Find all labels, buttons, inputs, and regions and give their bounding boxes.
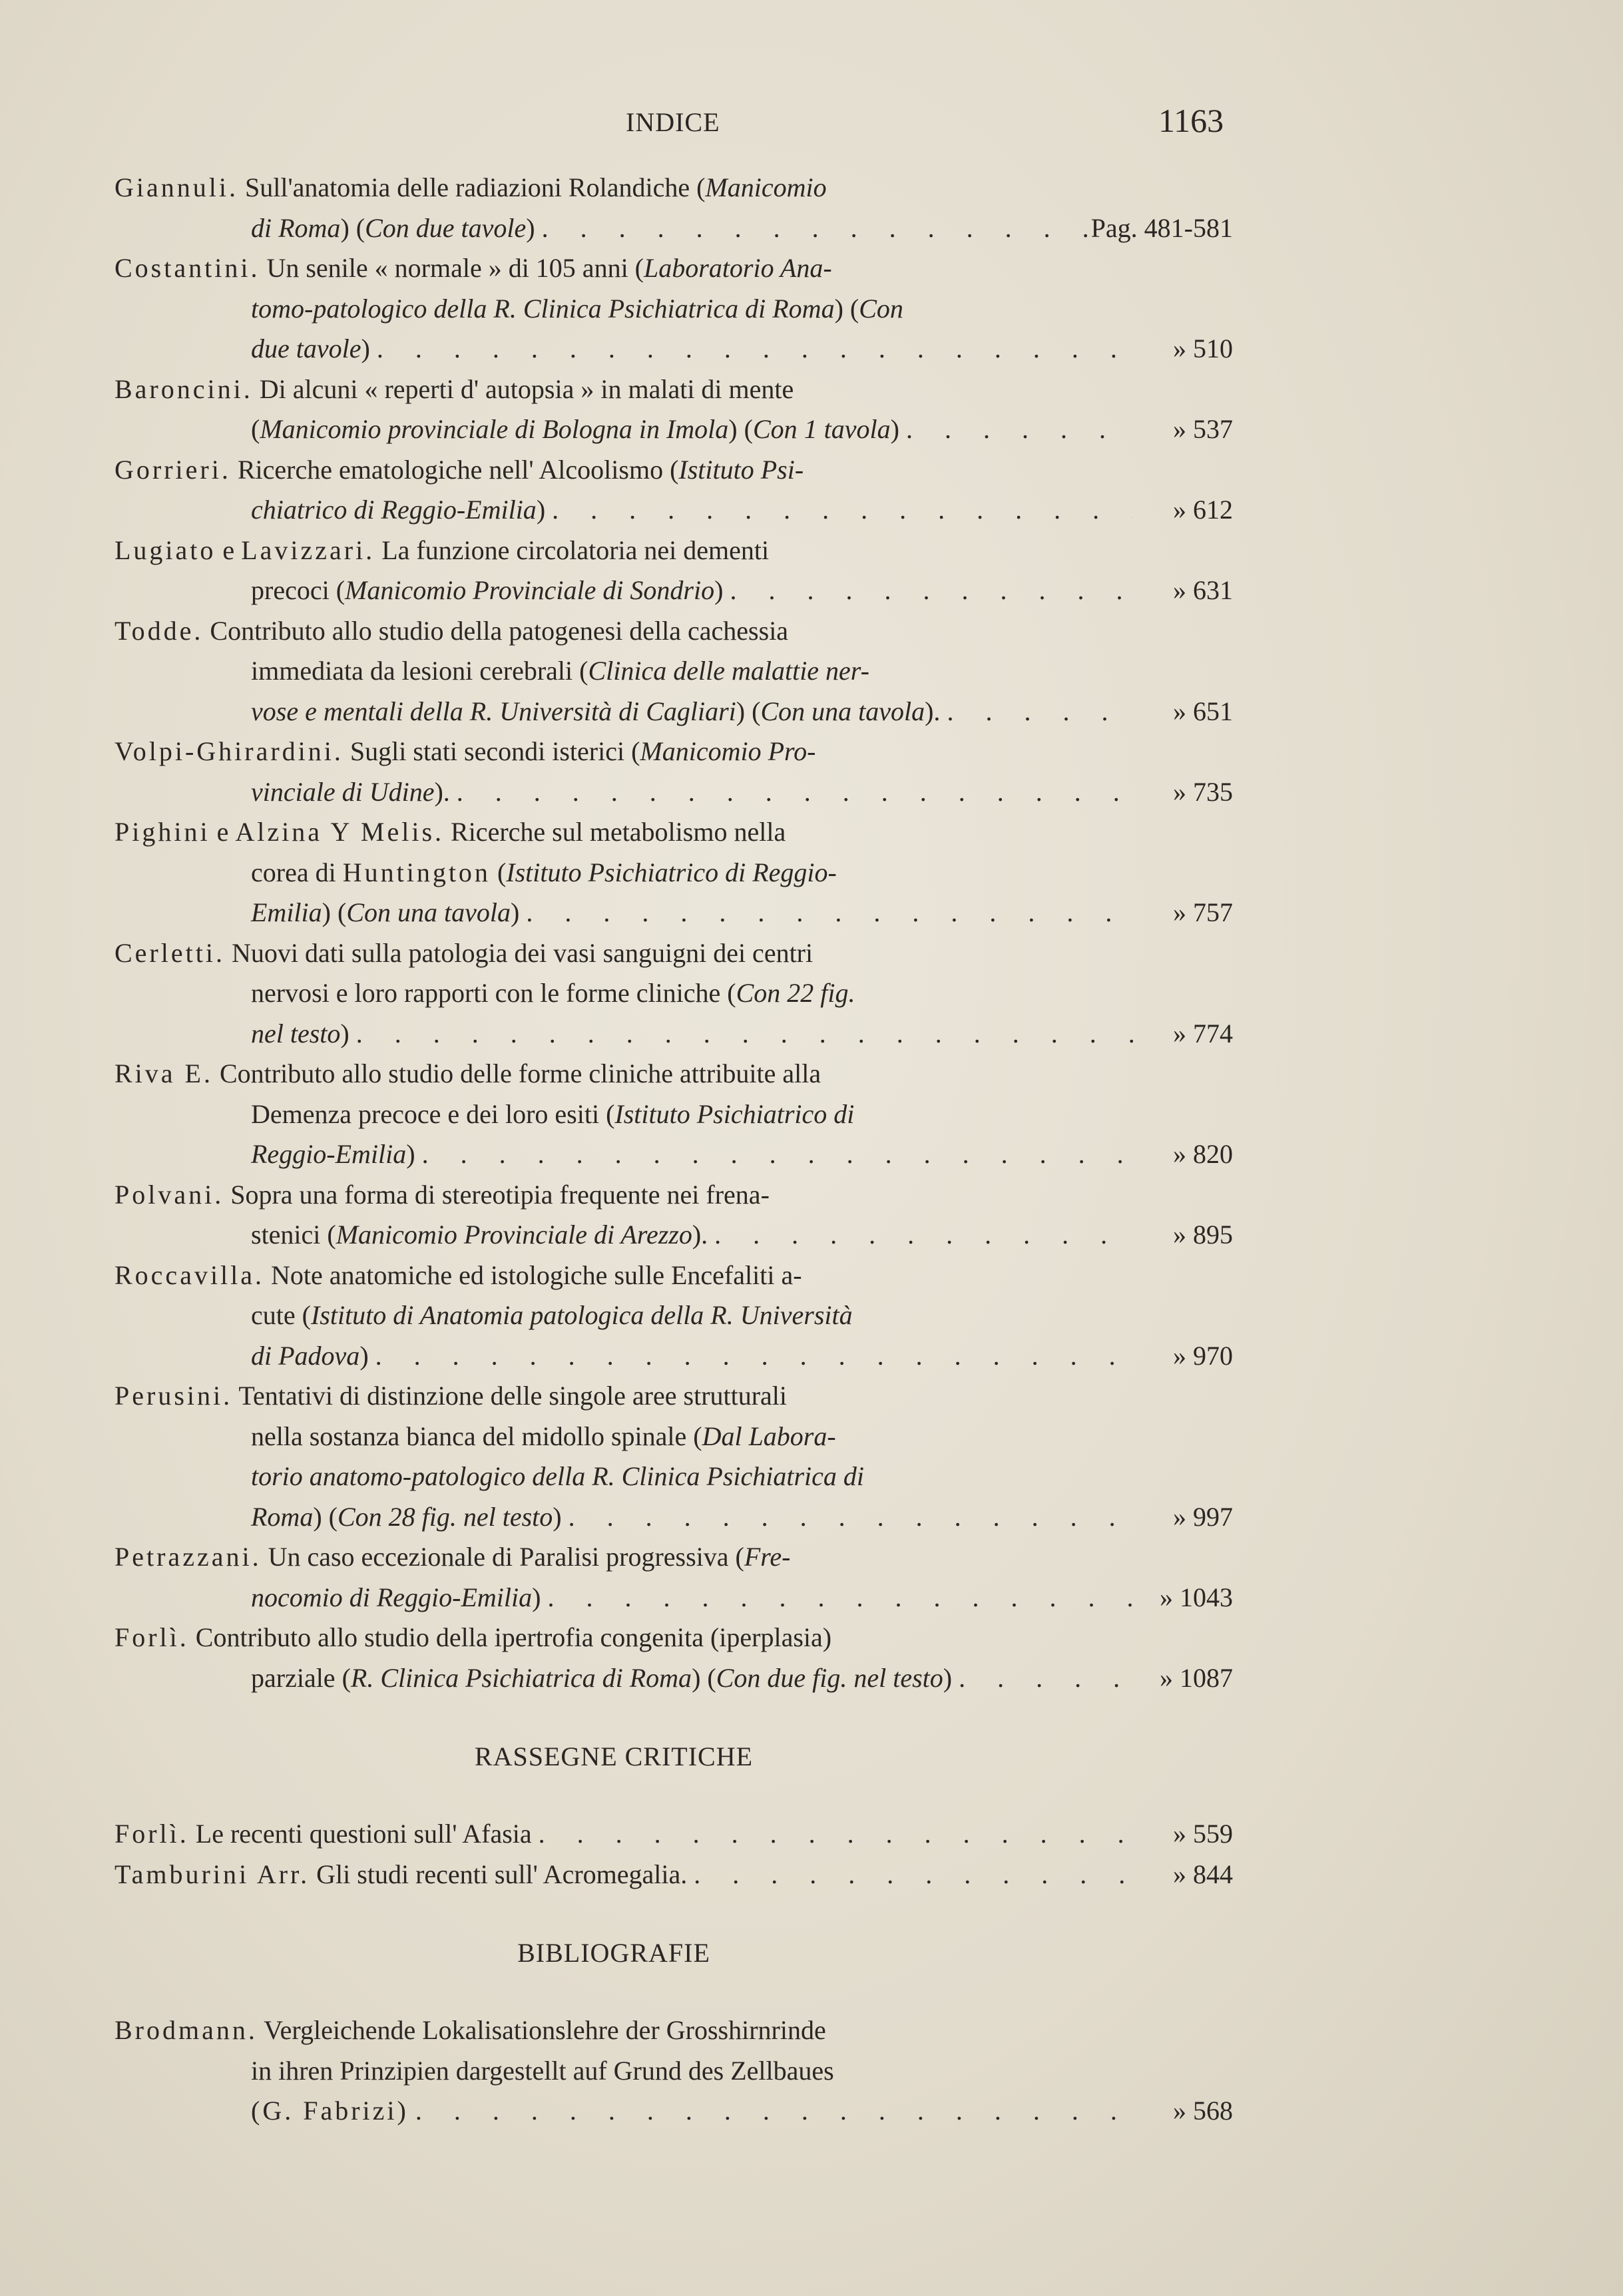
entry-line <box>115 692 1233 732</box>
entry-text: ) ( <box>692 1662 716 1693</box>
italic-text: Con una tavola <box>346 897 511 927</box>
italic-text: Con 28 fig. nel testo <box>337 1501 553 1532</box>
dot-leader <box>545 490 1133 531</box>
italic-text: Reggio-Emilia <box>251 1139 407 1169</box>
dot-leader <box>940 692 1133 732</box>
dot-leader <box>450 772 1133 813</box>
entry-text: Sugli stati secondi isterici ( <box>343 736 640 766</box>
italic-text: nocomio di Reggio-Emilia <box>251 1582 533 1612</box>
italic-text: Istituto Psi- <box>678 454 804 485</box>
index-entry <box>115 1256 1233 1377</box>
entry-line <box>115 490 1233 531</box>
page-reference: » 537 <box>1173 414 1233 444</box>
entry-text: Contributo allo studio della ipertrofia congenita (iperplasia) <box>188 1622 832 1652</box>
author-name: Forlì. <box>115 1622 189 1652</box>
dot-leader <box>687 1855 1133 1895</box>
entry-text: e <box>210 817 236 847</box>
entry-line <box>115 1014 1233 1054</box>
entry-text: Di alcuni « reperti d' autopsia » in malati di mente <box>252 373 794 404</box>
entry-text: in ihren Prinzipien dargestellt auf Grund des Zellbaues <box>251 2055 834 2086</box>
page-reference: » 568 <box>1173 2096 1233 2126</box>
entry-line <box>115 2091 1233 2132</box>
entry-text: ) ( <box>834 293 859 324</box>
entry-line <box>115 1457 1233 1497</box>
italic-text: nel testo <box>251 1018 341 1048</box>
italic-text: Roma <box>251 1501 314 1532</box>
entry-line <box>115 1175 1233 1216</box>
entry-text: ) <box>890 414 899 444</box>
index-entry <box>115 933 1233 1054</box>
italic-text: Istituto Psichiatrico di Reggio- <box>506 857 837 887</box>
index-entry <box>115 248 1233 369</box>
entry-line <box>115 933 1233 974</box>
page-reference: Pag. 481-581 <box>1090 212 1233 243</box>
author-name: Lugiato <box>115 535 216 565</box>
entry-text: nella sostanza bianca del midollo spinale ( <box>251 1421 702 1451</box>
page-reference: » 1087 <box>1160 1662 1233 1693</box>
entry-text: ) <box>536 495 546 525</box>
entry-line <box>115 450 1233 491</box>
entry-line <box>115 1658 1233 1699</box>
entry-line <box>115 1054 1233 1094</box>
entry-text: ) <box>553 1501 562 1532</box>
entry-text: ( <box>490 857 507 887</box>
italic-text: Manicomio provinciale di Bologna in Imola <box>260 414 729 444</box>
italic-text: Con due tavole <box>365 212 527 243</box>
entry-line <box>115 772 1233 813</box>
italic-text: Con <box>859 293 903 324</box>
italic-text: vose e mentali della R. Università di Cagliari <box>251 696 736 726</box>
author-name: Polvani. <box>115 1179 224 1210</box>
entry-text: Contributo allo studio delle forme cliniche attribuite alla <box>212 1058 821 1088</box>
author-name: Alzina Y Melis. <box>235 817 445 847</box>
entry-line <box>115 1537 1233 1578</box>
author-name: Forlì. <box>115 1819 189 1849</box>
page-reference: » 510 <box>1173 334 1233 363</box>
author-name: Brodmann. <box>115 2015 258 2045</box>
author-name: Baroncini. <box>115 373 253 404</box>
index-entry <box>115 168 1233 248</box>
page-reference: » 631 <box>1173 575 1233 605</box>
italic-text: chiatrico di Reggio-Emilia <box>251 495 537 525</box>
entry-line <box>115 2010 1233 2051</box>
entry-text: ( <box>251 414 260 444</box>
italic-text: Emilia <box>251 897 322 927</box>
entry-text: ) ( <box>728 414 753 444</box>
author-name: Costantini. <box>115 253 260 283</box>
entry-line <box>115 732 1233 772</box>
dot-leader <box>532 1814 1133 1855</box>
entry-line <box>115 1578 1233 1618</box>
entry-line <box>115 1256 1233 1296</box>
entry-text: Gli studi recenti sull' Acromegalia. <box>310 1859 688 1889</box>
index-entry <box>115 1537 1233 1618</box>
entry-line <box>115 1618 1233 1658</box>
section-heading: BIBLIOGRAFIE <box>517 1938 710 1968</box>
index-entry <box>115 1814 1233 1855</box>
entry-line <box>115 571 1233 611</box>
entry-text: ) <box>943 1662 953 1693</box>
entry-text: nervosi e loro rapporti con le forme cliniche ( <box>251 978 736 1008</box>
entry-text: Note anatomiche ed istologiche sulle Encefaliti a- <box>264 1260 802 1290</box>
index-entry <box>115 1054 1233 1175</box>
author-name: Riva E. <box>115 1058 213 1088</box>
entry-line <box>115 531 1233 571</box>
entry-text: ) <box>714 575 724 605</box>
page-reference: » 1043 <box>1160 1582 1233 1612</box>
author-name: Petrazzani. <box>115 1542 262 1572</box>
entry-text: ). <box>925 696 941 726</box>
running-title: INDICE <box>626 107 720 137</box>
index-entry <box>115 611 1233 732</box>
author-name: Tamburini Arr. <box>115 1859 310 1889</box>
index-content <box>115 168 1233 2132</box>
page-reference: » 997 <box>1173 1501 1233 1532</box>
italic-text: Con 22 fig. <box>736 978 855 1008</box>
entry-line <box>115 289 1233 330</box>
entry-line <box>115 812 1233 853</box>
italic-text: R. Clinica Psichiatrica di Roma <box>350 1662 692 1693</box>
dot-leader <box>415 1134 1133 1175</box>
page-number: 1163 <box>1158 102 1224 139</box>
italic-text: Con 1 tavola <box>752 414 891 444</box>
entry-text: parziale ( <box>251 1662 351 1693</box>
entry-line <box>115 611 1233 652</box>
italic-text: Istituto Psichiatrico di <box>614 1098 855 1129</box>
entry-line <box>115 1376 1233 1417</box>
dot-leader <box>562 1497 1133 1538</box>
italic-text: due tavole <box>251 334 361 363</box>
italic-text: Istituto di Anatomia patologica della R. Università <box>310 1300 853 1330</box>
italic-text: vinciale di Udine <box>251 776 435 807</box>
entry-text: cute ( <box>251 1300 311 1330</box>
entry-text: Le recenti questioni sull' Afasia <box>188 1819 532 1849</box>
entry-line <box>115 651 1233 692</box>
section-heading: RASSEGNE CRITICHE <box>474 1741 754 1771</box>
entry-text: Contributo allo studio della patogenesi della cachessia <box>203 615 789 646</box>
italic-text: Manicomio <box>705 172 827 202</box>
entry-text: Un caso eccezionale di Paralisi progressiva ( <box>261 1542 744 1572</box>
entry-line <box>115 409 1233 450</box>
dot-leader <box>952 1658 1133 1699</box>
index-entry <box>115 1376 1233 1537</box>
index-entry <box>115 531 1233 611</box>
entry-line <box>115 248 1233 289</box>
page-reference: » 757 <box>1173 897 1233 927</box>
author-name: Todde. <box>115 615 204 646</box>
author-name: Giannuli. <box>115 172 238 202</box>
italic-text: torio anatomo-patologico della R. Clinica Psichiatrica di <box>251 1461 865 1491</box>
entry-text: ) <box>406 1139 415 1169</box>
page-reference: » 970 <box>1173 1340 1233 1371</box>
entry-line <box>115 168 1233 208</box>
italic-text: Manicomio Pro- <box>640 736 816 766</box>
dot-leader <box>409 2091 1133 2132</box>
italic-text: Dal Labora- <box>702 1421 836 1451</box>
entry-line <box>115 369 1233 410</box>
index-entry <box>115 812 1233 933</box>
entry-line <box>115 1215 1233 1256</box>
page-reference: » 651 <box>1173 696 1233 726</box>
entry-line <box>115 1855 1233 1895</box>
italic-text: di Roma <box>251 212 341 243</box>
italic-text: Manicomio Provinciale di Arezzo <box>336 1220 692 1250</box>
entry-line <box>115 1497 1233 1538</box>
entry-line <box>115 1094 1233 1135</box>
entry-text: Sull'anatomia delle radiazioni Rolandiche ( <box>238 172 706 202</box>
entry-text: ) <box>361 334 370 363</box>
author-name: Roccavilla. <box>115 1260 265 1290</box>
author-name: Volpi-Ghirardini. <box>115 736 344 766</box>
dot-leader <box>370 329 1133 369</box>
page-reference: » 895 <box>1173 1220 1233 1250</box>
page-reference: » 774 <box>1173 1018 1233 1048</box>
entry-text: Nuovi dati sulla patologia dei vasi sanguigni dei centri <box>224 937 813 968</box>
entry-text: ) ( <box>340 212 365 243</box>
page-reference: » 559 <box>1173 1819 1233 1849</box>
entry-line <box>115 2051 1233 2092</box>
author-name: Huntington <box>342 857 491 887</box>
entry-line <box>115 1134 1233 1175</box>
italic-text: Con due fig. nel testo <box>716 1662 943 1693</box>
dot-leader <box>519 893 1133 933</box>
author-name: Cerletti. <box>115 937 225 968</box>
author-name: (G. Fabrizi) <box>251 2096 409 2126</box>
entry-text: e <box>216 535 242 565</box>
page-reference: » 735 <box>1173 776 1233 807</box>
entry-line <box>115 1814 1233 1855</box>
index-entry <box>115 450 1233 531</box>
italic-text: Con una tavola <box>760 696 925 726</box>
entry-text: Vergleichende Lokalisationslehre der Grosshirnrinde <box>257 2015 826 2045</box>
entry-text: ) <box>510 897 520 927</box>
italic-text: Clinica delle malattie ner- <box>588 656 869 686</box>
author-name: Perusini. <box>115 1381 233 1411</box>
author-name: Gorrieri. <box>115 454 231 485</box>
page-reference: » 612 <box>1173 495 1233 525</box>
entry-line <box>115 853 1233 893</box>
entry-line <box>115 973 1233 1014</box>
entry-text: immediata da lesioni cerebrali ( <box>251 656 588 686</box>
dot-leader <box>723 571 1133 611</box>
index-entry <box>115 1618 1233 1698</box>
entry-line <box>115 1295 1233 1336</box>
entry-text: Un senile « normale » di 105 anni ( <box>260 253 644 283</box>
entry-line <box>115 1336 1233 1377</box>
italic-text: Fre- <box>744 1542 791 1572</box>
index-entry <box>115 1175 1233 1256</box>
dot-leader <box>535 208 1091 249</box>
entry-text: Ricerche ematologiche nell' Alcoolismo ( <box>230 454 679 485</box>
entry-text: Tentativi di distinzione delle singole aree strutturali <box>232 1381 788 1411</box>
dot-leader <box>708 1215 1133 1256</box>
index-entry <box>115 732 1233 812</box>
entry-text: ) <box>359 1340 369 1371</box>
italic-text: Laboratorio Ana- <box>644 253 832 283</box>
entry-text: stenici ( <box>251 1220 336 1250</box>
entry-text: ) ( <box>313 1501 338 1532</box>
index-entry <box>115 2010 1233 2132</box>
entry-text: La funzione circolatoria nei dementi <box>375 535 770 565</box>
page-reference: » 820 <box>1173 1139 1233 1169</box>
author-name: Lavizzari. <box>241 535 375 565</box>
index-entry <box>115 369 1233 450</box>
dot-leader <box>899 409 1133 450</box>
entry-text: ) ( <box>736 696 761 726</box>
page-reference: » 844 <box>1173 1859 1233 1889</box>
entry-text: Sopra una forma di stereotipia frequente nei frena- <box>224 1179 770 1210</box>
dot-leader <box>369 1336 1133 1377</box>
entry-text: ) <box>526 212 535 243</box>
entry-line <box>115 893 1233 933</box>
italic-text: Manicomio Provinciale di Sondrio <box>345 575 715 605</box>
entry-text: ) ( <box>322 897 347 927</box>
entry-text: ) <box>340 1018 349 1048</box>
entry-text: ) <box>532 1582 541 1612</box>
entry-line <box>115 1417 1233 1457</box>
entry-text: ). <box>434 776 450 807</box>
italic-text: di Padova <box>251 1340 360 1371</box>
entry-text: Demenza precoce e dei loro esiti ( <box>251 1098 615 1129</box>
dot-leader <box>349 1014 1133 1054</box>
dot-leader <box>541 1578 1133 1618</box>
entry-text: precoci ( <box>251 575 346 605</box>
entry-line <box>115 329 1233 369</box>
page-header <box>0 100 1623 153</box>
entry-text: Ricerche sul metabolismo nella <box>444 817 786 847</box>
entry-text: ). <box>692 1220 708 1250</box>
index-entry <box>115 1855 1233 1895</box>
author-name: Pighini <box>115 817 210 847</box>
entry-text: corea di <box>251 857 343 887</box>
italic-text: tomo-patologico della R. Clinica Psichiatrica di Roma <box>251 293 835 324</box>
entry-line <box>115 208 1233 249</box>
